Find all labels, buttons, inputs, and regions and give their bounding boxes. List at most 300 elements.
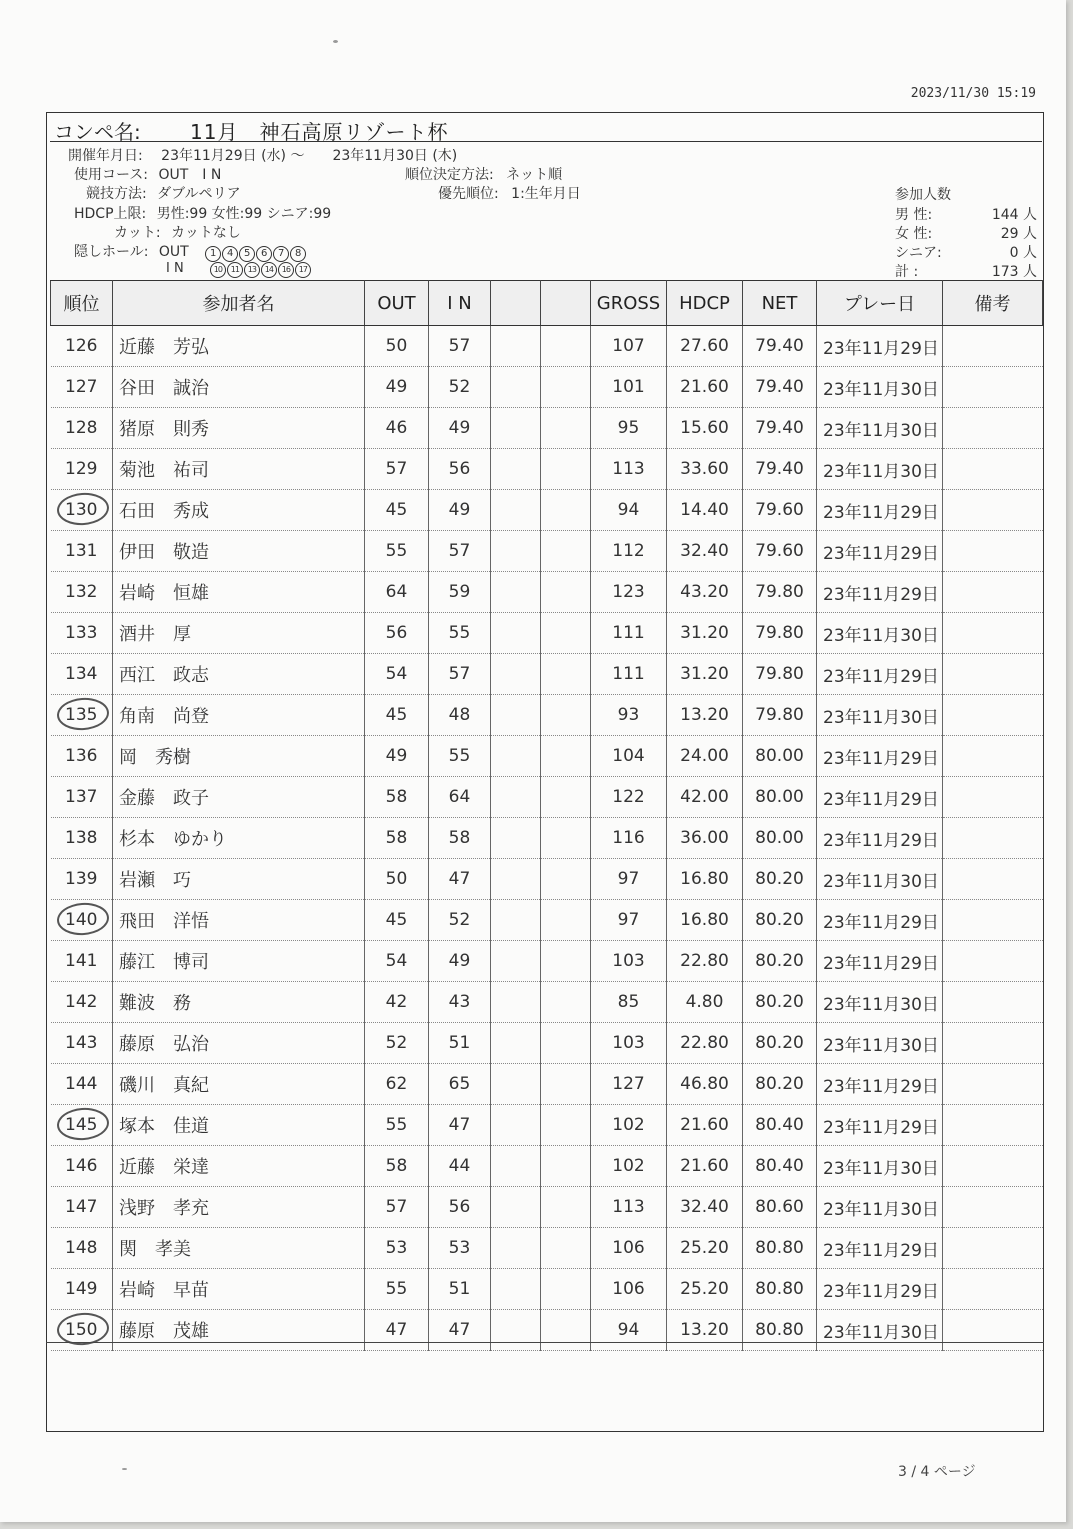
hidden-hole-number: 4: [222, 246, 238, 262]
hidden-out-holes: [205, 244, 307, 260]
play-date-cell: 23年11月29日: [817, 326, 943, 367]
name-cell: 角南 尚登: [113, 695, 365, 736]
table-row: [51, 367, 1043, 408]
out-score-cell: 42: [365, 982, 429, 1023]
in-score-cell: 48: [429, 695, 491, 736]
play-date-cell: 23年11月30日: [817, 1310, 943, 1351]
in-score-cell: 57: [429, 326, 491, 367]
out-score-cell: 64: [365, 572, 429, 613]
rank-cell: 134: [51, 654, 113, 695]
out-score-cell: 54: [365, 654, 429, 695]
participant-count-value: 144 人: [991, 207, 1037, 223]
circled-rank-cell: 150: [51, 1310, 113, 1351]
play-date-cell: 23年11月29日: [817, 777, 943, 818]
priority-line: [438, 183, 581, 203]
net-cell: 80.40: [743, 1146, 817, 1187]
blank-cell: [541, 695, 591, 736]
hdcp-cell: 25.20: [667, 1269, 743, 1310]
in-score-cell: 51: [429, 1269, 491, 1310]
table-row: [51, 900, 1043, 941]
name-cell: 菊池 祐司: [113, 449, 365, 490]
table-row: [51, 326, 1043, 367]
hidden-in-label: I N: [166, 261, 184, 276]
participant-counts: [895, 184, 1037, 280]
column-header: プレー日: [817, 281, 943, 326]
priority-label: 優先順位:: [438, 186, 499, 202]
method-label: 競技方法:: [86, 186, 147, 202]
net-cell: 79.80: [743, 654, 817, 695]
gross-cell: 106: [591, 1269, 667, 1310]
gross-cell: 111: [591, 654, 667, 695]
table-row: [51, 777, 1043, 818]
out-score-cell: 52: [365, 1023, 429, 1064]
course-line: [74, 164, 221, 184]
blank-cell: [541, 1105, 591, 1146]
remarks-cell: [943, 1023, 1043, 1064]
hdcp-cell: 32.40: [667, 1187, 743, 1228]
blank-cell: [491, 900, 541, 941]
blank-cell: [491, 654, 541, 695]
page-number: 3 / 4 ページ: [898, 1464, 976, 1480]
column-header: NET: [743, 281, 817, 326]
blank-cell: [541, 1310, 591, 1351]
gross-cell: 93: [591, 695, 667, 736]
hdcp-cell: 31.20: [667, 654, 743, 695]
table-row: [51, 654, 1043, 695]
name-cell: 金藤 政子: [113, 777, 365, 818]
gross-cell: 113: [591, 449, 667, 490]
net-cell: 80.20: [743, 982, 817, 1023]
blank-cell: [491, 531, 541, 572]
table-row: [51, 1064, 1043, 1105]
play-date-cell: 23年11月30日: [817, 1023, 943, 1064]
name-cell: 伊田 敬造: [113, 531, 365, 572]
out-score-cell: 62: [365, 1064, 429, 1105]
blank-cell: [491, 1064, 541, 1105]
play-date-cell: 23年11月30日: [817, 1146, 943, 1187]
net-cell: 80.00: [743, 777, 817, 818]
net-cell: 80.20: [743, 900, 817, 941]
remarks-cell: [943, 572, 1043, 613]
remarks-cell: [943, 1146, 1043, 1187]
out-score-cell: 49: [365, 367, 429, 408]
in-score-cell: 52: [429, 900, 491, 941]
gross-cell: 95: [591, 408, 667, 449]
hidden-hole-number: 11: [227, 262, 243, 278]
hdcp-cell: 16.80: [667, 859, 743, 900]
table-row: [51, 572, 1043, 613]
in-score-cell: 57: [429, 531, 491, 572]
table-row: [51, 531, 1043, 572]
table-row: [51, 818, 1043, 859]
in-score-cell: 58: [429, 818, 491, 859]
out-score-cell: 50: [365, 326, 429, 367]
hdcp-cell: 22.80: [667, 1023, 743, 1064]
course-value: OUT I N: [158, 167, 222, 183]
hdcp-cell: 13.20: [667, 695, 743, 736]
hidden-hole-number: 13: [244, 262, 260, 278]
net-cell: 80.20: [743, 1023, 817, 1064]
net-cell: 79.80: [743, 572, 817, 613]
play-date-cell: 23年11月30日: [817, 613, 943, 654]
column-header: GROSS: [591, 281, 667, 326]
ranking-label: 順位決定方法:: [405, 167, 494, 183]
blank-cell: [491, 941, 541, 982]
table-row: [51, 613, 1043, 654]
comp-name: 11月 神石高原リゾート杯: [190, 120, 449, 144]
out-score-cell: 49: [365, 736, 429, 777]
hidden-hole-number: 17: [295, 262, 311, 278]
cut-line: [114, 222, 241, 242]
net-cell: 80.20: [743, 941, 817, 982]
table-row: [51, 1105, 1043, 1146]
table-header-row: [51, 281, 1043, 326]
in-score-cell: 43: [429, 982, 491, 1023]
out-score-cell: 55: [365, 1269, 429, 1310]
hdcp-cell: 43.20: [667, 572, 743, 613]
blank-cell: [541, 1228, 591, 1269]
in-score-cell: 59: [429, 572, 491, 613]
net-cell: 80.60: [743, 1187, 817, 1228]
play-date-cell: 23年11月29日: [817, 490, 943, 531]
comp-name-label: コンペ名:: [54, 120, 141, 144]
participant-count-row: [895, 223, 1037, 242]
competition-title-row: [50, 114, 1042, 142]
gross-cell: 123: [591, 572, 667, 613]
out-score-cell: 55: [365, 1105, 429, 1146]
net-cell: 79.60: [743, 490, 817, 531]
hidden-hole-number: 16: [278, 262, 294, 278]
table-row: [51, 1269, 1043, 1310]
table-row: [51, 408, 1043, 449]
net-cell: 80.20: [743, 859, 817, 900]
table-row: [51, 736, 1043, 777]
remarks-cell: [943, 1105, 1043, 1146]
in-score-cell: 49: [429, 941, 491, 982]
name-cell: 関 孝美: [113, 1228, 365, 1269]
out-score-cell: 58: [365, 818, 429, 859]
rank-cell: 132: [51, 572, 113, 613]
name-cell: 浅野 孝充: [113, 1187, 365, 1228]
play-date-cell: 23年11月29日: [817, 818, 943, 859]
results-table: [50, 280, 1043, 1351]
net-cell: 80.00: [743, 736, 817, 777]
net-cell: 79.40: [743, 449, 817, 490]
participant-count-label: 女 性:: [895, 226, 933, 242]
hidden-hole-number: 14: [261, 262, 277, 278]
hidden-out-label: OUT: [158, 244, 189, 260]
hidden-holes-in-line: [166, 261, 312, 278]
hdcp-value: 男性:99 女性:99 シニア:99: [156, 206, 332, 222]
blank-cell: [541, 531, 591, 572]
table-row: [51, 982, 1043, 1023]
blank-cell: [491, 613, 541, 654]
net-cell: 79.40: [743, 367, 817, 408]
in-score-cell: 56: [429, 1187, 491, 1228]
net-cell: 79.80: [743, 695, 817, 736]
participant-count-row: [895, 242, 1037, 261]
out-score-cell: 46: [365, 408, 429, 449]
hdcp-cell: 25.20: [667, 1228, 743, 1269]
blank-cell: [541, 613, 591, 654]
table-row: [51, 695, 1043, 736]
in-score-cell: 47: [429, 859, 491, 900]
in-score-cell: 47: [429, 1105, 491, 1146]
hidden-holes-label: 隠しホール:: [74, 244, 149, 260]
blank-cell: [491, 408, 541, 449]
name-cell: 杉本 ゆかり: [113, 818, 365, 859]
name-cell: 藤江 博司: [113, 941, 365, 982]
circled-rank-cell: 135: [51, 695, 113, 736]
in-score-cell: 51: [429, 1023, 491, 1064]
name-cell: 谷田 誠治: [113, 367, 365, 408]
rank-cell: 146: [51, 1146, 113, 1187]
cut-label: カット:: [114, 225, 161, 241]
hdcp-cell: 31.20: [667, 613, 743, 654]
remarks-cell: [943, 736, 1043, 777]
play-date-cell: 23年11月30日: [817, 1187, 943, 1228]
net-cell: 80.80: [743, 1310, 817, 1351]
remarks-cell: [943, 859, 1043, 900]
remarks-cell: [943, 777, 1043, 818]
column-header: 備考: [943, 281, 1043, 326]
in-score-cell: 64: [429, 777, 491, 818]
net-cell: 80.20: [743, 1064, 817, 1105]
play-date-cell: 23年11月29日: [817, 1105, 943, 1146]
method-line: [86, 183, 241, 203]
rank-cell: 142: [51, 982, 113, 1023]
blank-cell: [491, 818, 541, 859]
participant-count-value: 0 人: [1009, 245, 1037, 261]
rank-cell: 131: [51, 531, 113, 572]
table-row: [51, 941, 1043, 982]
in-score-cell: 49: [429, 408, 491, 449]
blank-cell: [491, 1269, 541, 1310]
blank-cell: [491, 982, 541, 1023]
table-row: [51, 1146, 1043, 1187]
net-cell: 79.80: [743, 613, 817, 654]
in-score-cell: 55: [429, 613, 491, 654]
method-value: ダブルペリア: [157, 186, 241, 202]
dates-label: 開催年月日:: [68, 148, 143, 164]
rank-cell: 133: [51, 613, 113, 654]
in-score-cell: 53: [429, 1228, 491, 1269]
rank-cell: 127: [51, 367, 113, 408]
blank-cell: [491, 1228, 541, 1269]
participant-count-row: [895, 204, 1037, 223]
blank-cell: [541, 736, 591, 777]
out-score-cell: 55: [365, 531, 429, 572]
participant-count-row: [895, 261, 1037, 280]
name-cell: 岩崎 早苗: [113, 1269, 365, 1310]
blank-cell: [541, 900, 591, 941]
rank-cell: 139: [51, 859, 113, 900]
remarks-cell: [943, 1228, 1043, 1269]
remarks-cell: [943, 654, 1043, 695]
out-score-cell: 53: [365, 1228, 429, 1269]
hidden-hole-number: 1: [205, 246, 221, 262]
rank-cell: 137: [51, 777, 113, 818]
play-date-cell: 23年11月29日: [817, 572, 943, 613]
participant-count-value: 29 人: [1000, 226, 1037, 242]
table-bottom-line: [46, 1342, 1044, 1343]
hdcp-cell: 15.60: [667, 408, 743, 449]
gross-cell: 94: [591, 490, 667, 531]
blank-cell: [491, 1146, 541, 1187]
participant-count-label: シニア:: [895, 245, 942, 261]
gross-cell: 102: [591, 1146, 667, 1187]
out-score-cell: 47: [365, 1310, 429, 1351]
remarks-cell: [943, 900, 1043, 941]
blank-cell: [491, 490, 541, 531]
blank-cell: [541, 1187, 591, 1228]
hdcp-cell: 42.00: [667, 777, 743, 818]
rank-cell: 141: [51, 941, 113, 982]
hidden-in-holes: [210, 261, 312, 276]
blank-cell: [491, 859, 541, 900]
hdcp-cell: 36.00: [667, 818, 743, 859]
blank-cell: [491, 449, 541, 490]
blank-cell: [541, 408, 591, 449]
remarks-cell: [943, 326, 1043, 367]
remarks-cell: [943, 1269, 1043, 1310]
in-score-cell: 52: [429, 367, 491, 408]
rank-cell: 126: [51, 326, 113, 367]
priority-value: 1:生年月日: [511, 186, 581, 202]
blank-cell: [541, 1023, 591, 1064]
blank-cell: [541, 1269, 591, 1310]
table-row: [51, 1023, 1043, 1064]
hidden-holes-out-line: [74, 241, 307, 262]
rank-cell: 138: [51, 818, 113, 859]
hdcp-cell: 21.60: [667, 367, 743, 408]
participant-count-label: 男 性:: [895, 207, 933, 223]
gross-cell: 97: [591, 900, 667, 941]
play-date-cell: 23年11月29日: [817, 1064, 943, 1105]
column-header: 順位: [51, 281, 113, 326]
out-score-cell: 50: [365, 859, 429, 900]
remarks-cell: [943, 1310, 1043, 1351]
out-score-cell: 58: [365, 1146, 429, 1187]
remarks-cell: [943, 818, 1043, 859]
name-cell: 磯川 真紀: [113, 1064, 365, 1105]
rank-cell: 144: [51, 1064, 113, 1105]
hdcp-label: HDCP上限:: [74, 206, 147, 222]
net-cell: 79.60: [743, 531, 817, 572]
hidden-hole-number: 8: [290, 246, 306, 262]
hdcp-cell: 27.60: [667, 326, 743, 367]
hdcp-cell: 21.60: [667, 1146, 743, 1187]
net-cell: 80.40: [743, 1105, 817, 1146]
hdcp-cell: 33.60: [667, 449, 743, 490]
table-row: [51, 1228, 1043, 1269]
hdcp-line: [74, 203, 331, 223]
play-date-cell: 23年11月30日: [817, 695, 943, 736]
out-score-cell: 45: [365, 490, 429, 531]
hdcp-cell: 46.80: [667, 1064, 743, 1105]
blank-cell: [491, 1310, 541, 1351]
circled-rank-cell: 140: [51, 900, 113, 941]
out-score-cell: 57: [365, 449, 429, 490]
gross-cell: 107: [591, 326, 667, 367]
in-score-cell: 57: [429, 654, 491, 695]
name-cell: 塚本 佳道: [113, 1105, 365, 1146]
blank-cell: [541, 367, 591, 408]
blank-cell: [491, 777, 541, 818]
blank-cell: [541, 1146, 591, 1187]
blank-cell: [491, 695, 541, 736]
hdcp-cell: 21.60: [667, 1105, 743, 1146]
gross-cell: 113: [591, 1187, 667, 1228]
blank-cell: [491, 736, 541, 777]
gross-cell: 116: [591, 818, 667, 859]
name-cell: 難波 務: [113, 982, 365, 1023]
gross-cell: 106: [591, 1228, 667, 1269]
net-cell: 80.00: [743, 818, 817, 859]
play-date-cell: 23年11月30日: [817, 408, 943, 449]
column-header: OUT: [365, 281, 429, 326]
blank-cell: [541, 449, 591, 490]
table-row: [51, 1310, 1043, 1351]
circled-rank-cell: 145: [51, 1105, 113, 1146]
column-header: 参加者名: [113, 281, 365, 326]
remarks-cell: [943, 982, 1043, 1023]
remarks-cell: [943, 408, 1043, 449]
name-cell: 酒井 厚: [113, 613, 365, 654]
participant-count-label: 計 :: [895, 264, 919, 280]
net-cell: 79.40: [743, 408, 817, 449]
gross-cell: 103: [591, 1023, 667, 1064]
out-score-cell: 45: [365, 900, 429, 941]
play-date-cell: 23年11月30日: [817, 859, 943, 900]
in-score-cell: 47: [429, 1310, 491, 1351]
hdcp-cell: 14.40: [667, 490, 743, 531]
out-score-cell: 57: [365, 1187, 429, 1228]
gross-cell: 104: [591, 736, 667, 777]
blank-cell: [541, 941, 591, 982]
blank-cell: [491, 1023, 541, 1064]
play-date-cell: 23年11月30日: [817, 367, 943, 408]
remarks-cell: [943, 695, 1043, 736]
gross-cell: 85: [591, 982, 667, 1023]
name-cell: 石田 秀成: [113, 490, 365, 531]
name-cell: 岩瀬 巧: [113, 859, 365, 900]
gross-cell: 97: [591, 859, 667, 900]
rank-cell: 143: [51, 1023, 113, 1064]
gross-cell: 112: [591, 531, 667, 572]
gross-cell: 127: [591, 1064, 667, 1105]
participants-title: 参加人数: [895, 187, 951, 203]
blank-cell: [541, 490, 591, 531]
name-cell: 岩崎 恒雄: [113, 572, 365, 613]
blank-cell: [491, 1187, 541, 1228]
table-row: [51, 449, 1043, 490]
gross-cell: 111: [591, 613, 667, 654]
blank-cell: [541, 1064, 591, 1105]
column-header: [541, 281, 591, 326]
rank-cell: 147: [51, 1187, 113, 1228]
in-score-cell: 65: [429, 1064, 491, 1105]
remarks-cell: [943, 941, 1043, 982]
name-cell: 近藤 栄達: [113, 1146, 365, 1187]
ranking-line: [405, 164, 562, 184]
hidden-hole-number: 7: [273, 246, 289, 262]
play-date-cell: 23年11月29日: [817, 654, 943, 695]
hdcp-cell: 16.80: [667, 900, 743, 941]
play-date-cell: 23年11月29日: [817, 941, 943, 982]
gross-cell: 103: [591, 941, 667, 982]
blank-cell: [491, 572, 541, 613]
